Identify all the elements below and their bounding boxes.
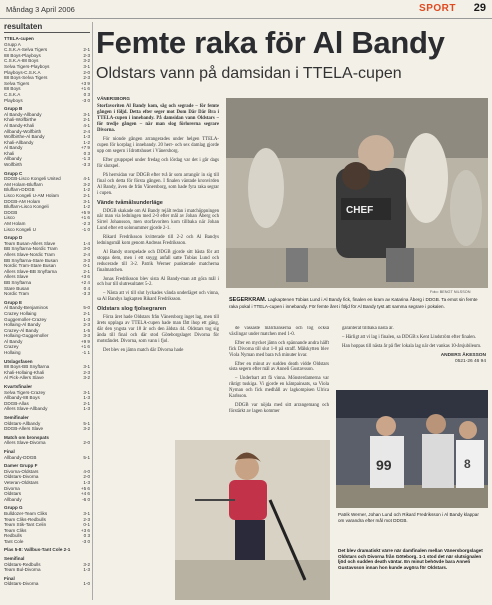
results-team: Tant Cole xyxy=(4,538,24,544)
results-score: +4 6 xyxy=(80,491,90,497)
results-team: AM Holam-Bluffarn xyxy=(4,181,43,187)
page-header xyxy=(0,0,492,19)
column-divider xyxy=(92,22,93,600)
results-score: 3-2 xyxy=(83,426,90,432)
results-team: DDGB-Allas xyxy=(4,400,29,406)
results-score: 5-1 xyxy=(83,454,90,460)
article-lead: Storfavoriten Al Bandy kom, såg och segrade – för femte gången i följd. Detta efter seger mot Dom Där Där Bra i TTELA-cupen i innebandy. På damsidan vann Oldstars – för tredje gången – när man slog förlorerna segrare Divorna. xyxy=(97,103,219,133)
results-score: 3-2 xyxy=(83,561,90,567)
results-team: Allbandy-DDGB xyxy=(4,454,37,460)
results-score: 0-1 xyxy=(83,263,90,269)
results-score: 2-3 xyxy=(83,322,90,328)
col1-paragraphs xyxy=(97,137,219,196)
results-group-heading: Grupp D xyxy=(4,235,23,241)
article-subhead: Oldstars vann på damsidan i TTELA-cupen xyxy=(96,65,402,82)
results-score: +3 9 xyxy=(80,80,90,86)
results-team: Wolfbirth xyxy=(4,162,23,168)
results-score: 4-0 xyxy=(83,468,90,474)
results-team: Hollaing xyxy=(4,350,21,356)
results-team: Allbandy-Wolfbirth xyxy=(4,128,42,134)
results-score: 2-1 xyxy=(83,117,90,123)
results-team: Allers Slave-Divorna xyxy=(4,440,46,446)
results-team: Oldstars-Redbulls xyxy=(4,561,41,567)
results-score: 5-1 xyxy=(83,420,90,426)
results-team: Wolfbirthe-Al Bandy xyxy=(4,134,45,140)
results-score: 4-1 xyxy=(83,122,90,128)
results-team: Khali xyxy=(4,150,15,156)
article-paragraph: – Härligt att vi lag i finalen, sa DDGB:s Kent Lindström efter finalen. xyxy=(342,334,477,340)
article-paragraph: Jonas Fredriksson blev sista Al Bandy-man att göra mål i och hur till slutresultatet 5-2. xyxy=(97,276,219,288)
results-team: Veteran-Oldstars xyxy=(4,479,39,485)
results-team: Al Bandy-Benjaminos xyxy=(4,305,48,311)
author-phone: 0521-26 46 94 xyxy=(455,358,486,364)
results-team: AM Holam xyxy=(4,221,26,226)
results-team: Crazey xyxy=(4,344,19,350)
results-score: 2-0 xyxy=(83,69,90,75)
results-team: Selva Tigers-Crazey xyxy=(4,389,46,395)
results-score: 1-5 xyxy=(83,327,90,333)
article-paragraph: DDGB var nöjda med sitt arrangemang och förstärkt av lagen kommer xyxy=(229,402,329,414)
results-score: 1-3 xyxy=(83,479,90,485)
results-team: Playboys-C.S.K.A xyxy=(4,69,41,75)
results-team: DDGB-Allers Slave xyxy=(4,426,44,432)
article-paragraph: Det blev en jämn match där Divorna hade xyxy=(103,347,184,353)
results-group-heading: Grupp G xyxy=(4,505,23,511)
results-column xyxy=(4,22,90,602)
jersey-number-2: 8 xyxy=(464,457,471,471)
results-team: 88 Boys-BB Snyftarna xyxy=(4,364,50,370)
results-group-heading: Final xyxy=(4,575,15,581)
results-team: Crazey Hollaing xyxy=(4,310,37,316)
article-paragraph: Efter gruppspel under fredag och lördag var det i går dags för slutspel. xyxy=(97,158,219,170)
author-name: ANDERS ÅKESSON xyxy=(440,352,486,358)
results-team: Nordic Tram-Stare Busan xyxy=(4,263,56,269)
jersey-number: 99 xyxy=(376,457,392,473)
results-score: -1 0 xyxy=(82,226,90,232)
results-score: 1-3 xyxy=(83,134,90,140)
results-score: -3 0 xyxy=(82,538,90,544)
results-team: Nordic Tram xyxy=(4,291,30,297)
main-photo-caption xyxy=(229,297,487,309)
results-row xyxy=(4,440,90,446)
results-score: 1-3 xyxy=(83,567,90,573)
photo-credit: Foto: BENGT NILSSON xyxy=(430,290,471,294)
celebration-image xyxy=(226,98,488,288)
women-player-image xyxy=(175,440,330,600)
byline: VÄNERSBORG xyxy=(97,96,130,101)
caption-text: Lagkaptenen Tobias Lund i Al Bandy fick, finalen en kram av Katarina Åberg i DDGB. Ta emot sin femte raka pokal i TTELA-cupen i innebandy. För femte året i följd för Al Bandy tyst att samma segrare i pokalen. xyxy=(229,297,478,309)
results-team: 88 Boys-Playboys xyxy=(4,52,41,58)
results-score: 1-2 xyxy=(83,204,90,210)
results-group-heading: Kvartsfinaler xyxy=(4,384,33,390)
results-score: 3-0 xyxy=(83,246,90,252)
results-team: C.S.K.A-88 Boys xyxy=(4,58,39,64)
results-score: 1-3 xyxy=(83,406,90,412)
results-team: Selva Tigers-Playboys xyxy=(4,63,50,69)
results-score: 3-1 xyxy=(83,364,90,370)
results-team: BB Snyftarna xyxy=(4,279,32,285)
results-team: Grupp A xyxy=(4,41,21,47)
results-team: Team Cliks xyxy=(4,527,27,533)
results-team: Hollaing-Guggemoller xyxy=(4,333,49,339)
subheading-1: Vände tvåmålsunderläge xyxy=(97,199,163,206)
results-score: 3-3 xyxy=(83,333,90,339)
main-photo xyxy=(226,98,488,288)
results-group-heading: Match om bronspats xyxy=(4,434,49,440)
results-score: 2-1 xyxy=(83,47,90,53)
results-score: +1 6 xyxy=(80,86,90,92)
results-row xyxy=(4,581,90,587)
results-score: 0 4 xyxy=(83,285,90,291)
results-team: Lisco Kongeli U xyxy=(4,226,36,232)
results-row xyxy=(4,406,90,412)
results-team: Oldstars-Divorna xyxy=(4,581,39,587)
results-team: Redbulls xyxy=(4,533,22,539)
article-paragraph: – Nästa att vi till slut lyckades vända underläget och vinna, sa Al Bandys lagkapten Rikard Fredriksson. xyxy=(97,291,219,303)
article-paragraph: garanterat tillbaka nästa år. xyxy=(342,326,394,331)
col1c-paragraphs xyxy=(97,315,219,353)
results-row xyxy=(4,426,90,432)
results-score: 0 3 xyxy=(83,91,90,97)
article-column-3 xyxy=(336,326,486,386)
col3-paragraphs xyxy=(336,326,486,350)
results-score: 4-1 xyxy=(83,176,90,182)
results-team: Crazey-Al Bandy xyxy=(4,327,39,333)
results-team: Allers Slave xyxy=(4,274,29,280)
results-team: Divorna-Oldstars xyxy=(4,468,39,474)
results-group-heading: Utslagsfasen xyxy=(4,358,33,364)
results-row xyxy=(4,98,90,104)
right-photo xyxy=(336,390,488,508)
issue-date: Måndag 3 April 2006 xyxy=(6,5,75,14)
results-group-heading: Final xyxy=(4,448,15,454)
results-team: Bluffarn-Lisco Kongeli xyxy=(4,204,49,210)
results-score: 1-0 xyxy=(83,581,90,587)
results-group-heading: Grupp C xyxy=(4,170,23,176)
article-headline: Femte raka för Al Bandy xyxy=(96,25,445,60)
results-score: -6 0 xyxy=(82,496,90,502)
article-paragraph: Efter en mycket jämn och spännande andra hälft fick Divorna till slut 1-0 på straff. Målskytten blev Viola Nyman med bara två minuter kvar. xyxy=(229,340,329,358)
results-row xyxy=(4,567,90,573)
results-team: Allbandy xyxy=(4,156,22,162)
results-score: 3-1 xyxy=(83,63,90,69)
results-score: +2 4 xyxy=(80,279,90,285)
results-list xyxy=(4,36,90,587)
jersey-text: CHEF xyxy=(346,205,374,216)
results-score: +1 6 xyxy=(80,344,90,350)
results-team: Team Bul-Divorna xyxy=(4,567,41,573)
results-score: -1 1 xyxy=(82,350,90,356)
results-team: Bluffarn-DDGB xyxy=(4,187,35,193)
results-team: Stare Busan xyxy=(4,285,30,291)
right-photo-caption: Patrik Werner, Johan Lund och Rikard Fredriksson i Al Bandy klappar om varandra efter mål mot DDGB. xyxy=(338,512,479,523)
results-team: Al Bandy xyxy=(4,145,23,151)
subheading-2: Oldstars slog fjolsegraren xyxy=(97,306,167,313)
results-team: Guggemoller-Crazey xyxy=(4,316,47,322)
results-team: Allers Slave-Nordic Tram xyxy=(4,251,55,257)
results-team: C.S.K.A-Selva Tigers xyxy=(4,47,48,53)
results-team: DDGB-Lisco Kongeli United xyxy=(4,176,61,182)
results-title: resultaten xyxy=(4,22,90,33)
results-team: Hollaing-Al Bandy xyxy=(4,322,41,328)
article-paragraph: Efter en minut av sudden death vidde Oldstars sista segern efter mål av Anneli Gustavsson. xyxy=(229,361,329,373)
results-score: 2-1 xyxy=(83,400,90,406)
results-score: 2-1 xyxy=(83,193,90,199)
results-team: DDGB xyxy=(4,209,18,215)
results-team: Oldstars-Divorna xyxy=(4,474,39,480)
results-score: -3 3 xyxy=(82,291,90,297)
results-team: Lisco Kongeli U-AM Holam xyxy=(4,193,59,199)
results-team: Selva Tigers xyxy=(4,80,30,86)
results-score: 5-0 xyxy=(83,305,90,311)
results-score: 1-3 xyxy=(83,395,90,401)
results-score: 3-3 xyxy=(83,257,90,263)
results-team: Allbandy xyxy=(4,496,22,502)
results-team: C.S.K.A xyxy=(4,91,21,97)
results-score: 2-3 xyxy=(83,52,90,58)
results-team: Bulldozer-Team Cliks xyxy=(4,510,48,516)
results-group-heading: Semifinal xyxy=(4,556,25,562)
results-score: 0-1 xyxy=(83,522,90,528)
results-team: Allers Slave-BB Snyftarna xyxy=(4,268,57,274)
results-score: 2-1 xyxy=(83,268,90,274)
results-team: Team Cliks-Redbulls xyxy=(4,516,46,522)
results-score: 1-2 xyxy=(83,187,90,193)
bottom-photo-caption: Det blev dramatiskt värre när damfinalen mellan Vänersborgslaget Oldstars och Divorna från Göteborg. 1-1 stod det när slutsignalen ljöd och sudden death väntar. En minut behövde bara Anneli Gustavsson innan hon kunde avgöra för Oldstars. xyxy=(338,548,483,570)
results-team: Al Pick-Allers Slave xyxy=(4,375,44,381)
results-score: -3 0 xyxy=(82,97,90,103)
results-group-heading: Semifinaler xyxy=(4,415,29,420)
results-score: 2-0 xyxy=(83,474,90,480)
results-score: 3-2 xyxy=(83,375,90,381)
results-team: Al Bandy-Allbandy xyxy=(4,111,42,117)
results-team: DDGB-AM Holam xyxy=(4,198,41,204)
results-score: 0 3 xyxy=(83,150,90,156)
results-score: 3-1 xyxy=(83,111,90,117)
results-score: +9 9 xyxy=(80,338,90,344)
results-team: Al Bandy xyxy=(4,338,23,344)
caption-bold: SEGERKRAM. xyxy=(229,297,267,303)
results-team: 88 Boys-Selva Tigers xyxy=(4,75,48,81)
article-paragraph: DDGB skakade om Al Bandy rejält redan i matchöppningen när man via ledningen med 2-0 efter mål av Johan Åberg och Sirrel Johansson, men storfavoriten kom tillbaka när Johan Lund efter ett solonummer gjorde 2-1. xyxy=(97,208,219,232)
results-team: Team Busan-Allers Slave xyxy=(4,240,56,246)
results-team: Oldstars xyxy=(4,491,22,497)
bottom-photo xyxy=(175,440,330,600)
results-row xyxy=(4,455,90,461)
results-team: Al Bandy-Khali xyxy=(4,122,35,128)
results-score: 2-3 xyxy=(83,369,90,375)
results-row xyxy=(4,375,90,381)
results-score: 3-1 xyxy=(83,198,90,204)
results-group-heading: Grupp E xyxy=(4,299,23,305)
results-team: Khali-Allbandy xyxy=(4,139,34,145)
results-team: BB Snyftarna-Nordic Tram xyxy=(4,246,58,252)
results-score: 1-3 xyxy=(83,316,90,322)
results-group-heading: Plas 5-8: Vallbus-Tant Cole 2-1 xyxy=(4,547,71,553)
results-score: +7 9 xyxy=(80,145,90,151)
results-score: 1-2 xyxy=(83,139,90,145)
col2-paragraphs xyxy=(229,326,329,415)
results-team: Playboys xyxy=(4,97,23,103)
results-group-heading: TTELA-cupen xyxy=(4,36,34,41)
results-score: 3-1 xyxy=(83,510,90,516)
results-score: +3 6 xyxy=(80,527,90,533)
results-team: Khali-Wolfbirthe xyxy=(4,117,37,123)
results-team: Lisco xyxy=(4,215,15,221)
results-score: 2-3 xyxy=(83,75,90,81)
results-group-heading: Grupp B xyxy=(4,106,23,112)
results-score: 3-2 xyxy=(83,58,90,64)
results-score: +1 6 xyxy=(80,215,90,221)
results-row xyxy=(4,539,90,545)
results-team: Khali-Hollaing-Khali xyxy=(4,369,45,375)
article-column-2 xyxy=(229,326,329,446)
results-score: +5 6 xyxy=(80,485,90,491)
results-score: +3 6 xyxy=(80,274,90,280)
page-number: 29 xyxy=(473,2,486,14)
results-score: 2-4 xyxy=(83,128,90,134)
results-score: 3-2 xyxy=(83,181,90,187)
results-score: 0 3 xyxy=(83,533,90,539)
results-score: -2 3 xyxy=(82,221,90,226)
results-score: 1-4 xyxy=(83,240,90,246)
results-team: 88 Boys xyxy=(4,86,21,92)
results-row xyxy=(4,227,90,233)
col1b-paragraphs xyxy=(97,209,219,304)
article-paragraph: Rikard Fredriksson kvitterade till 2-2 och Al Bandys ledningsmål kom genom Andreas Fredriksson. xyxy=(97,235,219,247)
results-team: Divorna xyxy=(4,485,20,491)
results-score: 2-4 xyxy=(83,251,90,257)
article-paragraph: På herrsidan var DDGB efter två år som arrangör in sig till final och detta för första gången. I finalen väntade kronvirden Al Bandy, även de från Vänersborg, som hade fyra raka segrar i cupen. xyxy=(97,172,219,196)
results-score: +5 9 xyxy=(80,209,90,215)
results-row xyxy=(4,162,90,168)
results-team: BB Snyftarna-Stare Busan xyxy=(4,257,58,263)
results-team: Allers Slave-Allbandy xyxy=(4,406,48,412)
results-score: -3 3 xyxy=(82,162,90,168)
results-team: Allbandy-88 Boys xyxy=(4,395,40,401)
players-image xyxy=(336,390,488,508)
article-paragraph: Förra året hade Oldstars från Vänersborg inget lag, men till årets upplaga av TTELA-cupen hade man fått ihop ett gäng, där den yngsta var 18 år och den äldsta 44. Oldstars tog sig ända till final och där stod Göteborgslaget Divorna för motståndet. Divorna, som vann i fjol. xyxy=(97,315,219,344)
article-paragraph: – Underbart att få vinna. Mönsterdamerna var riktigt tuskiga. Vi gjorde en kämpainsats, sa Viola Nyman och fick medhåll av lagkompisen Ulrica Karlsson. xyxy=(229,376,329,400)
results-group-heading: Damer Grupp F xyxy=(4,463,38,469)
results-row xyxy=(4,350,90,356)
article-paragraph: Al Bandy storspelade och DDGB gjorde sitt bästa för att stoppa dem, men i ett snygg anfall satte Tobias Lund och reducerade till 3-2. Patrik Werner punkterade matcherna finalmatchen. xyxy=(97,249,219,273)
article-paragraph: Han hoppas till nästa år på fler lokala lag när det vankas 10-årsjubileum. xyxy=(342,343,482,349)
results-score: -1 3 xyxy=(82,156,90,162)
results-team: Oldstars-Allbandy xyxy=(4,420,41,426)
results-score: 3-1 xyxy=(83,389,90,395)
results-score: 2-1 xyxy=(83,310,90,316)
article-paragraph: För nionde gången arrangerades under helgen TTELA-cupen för korplag i innebandy. 20 herr- och sex damlag gjorde upp om segern i Idrottshuset i Vänersborg. xyxy=(97,137,219,155)
results-row xyxy=(4,291,90,297)
article-paragraph: de vassaste målchanserna och tog också växlingar under matchen med 1-0. xyxy=(229,326,329,337)
section-name: SPORT xyxy=(419,3,456,14)
results-score: 2-3 xyxy=(83,516,90,522)
results-team: Team Stik-Tant Celin xyxy=(4,522,47,528)
results-score: 2-0 xyxy=(83,440,90,446)
results-row xyxy=(4,497,90,503)
